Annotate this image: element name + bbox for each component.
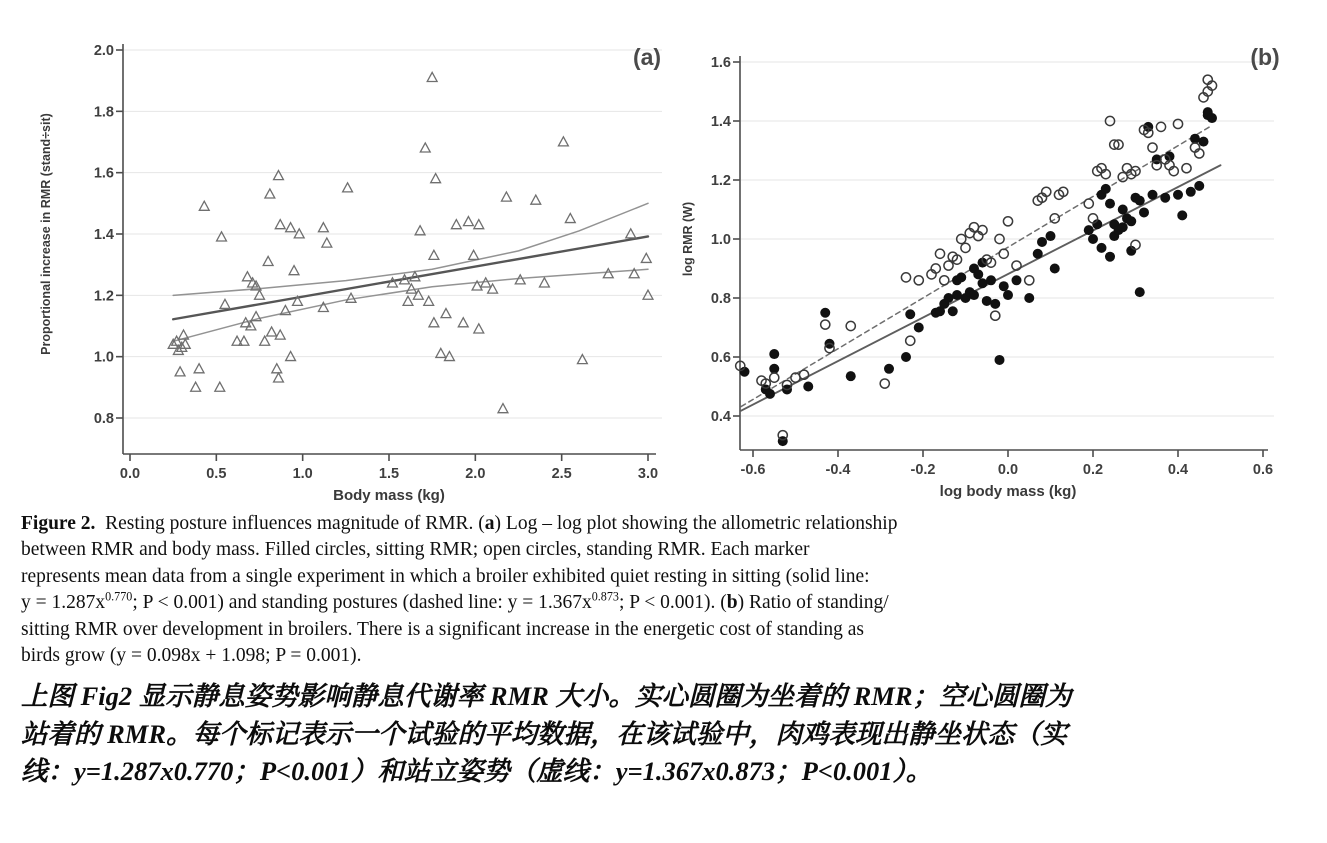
triangle-marker [275,220,285,229]
filled-circle-marker [901,352,911,362]
triangle-marker [603,269,613,278]
triangle-marker [427,72,437,81]
filled-circle-marker [990,299,1000,309]
open-circle-marker [821,320,830,329]
caption-text-segment: y = 1.287x [21,592,106,614]
y-tick-label: 1.2 [710,173,731,189]
triangle-marker [498,404,508,413]
triangle-marker [441,309,451,318]
filled-circle-marker [820,308,830,318]
caption-text-segment: ; P < 0.001) and standing postures (dashed line: y = 1.367x [132,592,592,614]
triangle-marker [289,266,299,275]
filled-circle-marker [1135,196,1145,206]
caption-zh-line-3: 线：y=1.287x0.770；P<0.001）和站立姿势（虚线：y=1.367x0.873；P<0.001）。 [21,756,933,786]
filled-circle-marker [978,278,988,288]
triangle-marker [531,195,541,204]
open-circle-marker [1003,217,1012,226]
filled-circle-marker [1160,193,1170,203]
filled-circle-marker [905,309,915,319]
caption-text-segment: ) Ratio of standing/ [737,592,889,614]
open-circle-marker [1050,214,1059,223]
triangle-marker [286,223,296,232]
triangle-marker [429,250,439,259]
triangle-marker [458,318,468,327]
filled-circle-marker [1084,225,1094,235]
y-tick-label: 1.6 [93,165,114,182]
triangle-marker [415,226,425,235]
caption-text-segment: ) Log – log plot showing the allometric relationship [494,513,898,534]
triangle-marker [286,351,296,360]
filled-circle-marker [914,323,924,333]
filled-circle-marker [1177,210,1187,220]
x-tick-label: 0.0 [997,462,1019,478]
caption-zh-line-2: 站着的 RMR。每个标记表示一个试验的平均数据，在该试验中，肉鸡表现出静坐状态（实 [21,718,1068,749]
triangle-marker [463,217,473,226]
x-tick-label: 1.5 [378,466,400,482]
filled-circle-marker [956,272,966,282]
caption-text-segment: ; P < 0.001). ( [618,592,727,614]
open-circle-marker [1182,164,1191,173]
open-circle-marker [935,249,944,258]
filled-circle-marker [1101,184,1111,194]
open-circle-marker [1025,276,1034,285]
filled-circle-marker [999,281,1009,291]
x-tick-label: -0.6 [740,462,766,478]
figure-caption-chinese [21,678,1321,791]
filled-circle-marker [1037,237,1047,247]
panel-b-scatter-plot [678,18,1327,518]
filled-circle-marker [1105,252,1115,262]
x-axis-title: log body mass (kg) [939,483,1077,500]
filled-circle-marker [973,269,983,279]
filled-circle-marker [1105,199,1115,209]
filled-circle-marker [1118,222,1128,232]
caption-superscript: 0.873 [591,589,619,604]
filled-circle-marker [1199,137,1209,147]
triangle-marker [194,364,204,373]
y-tick-label: 1.0 [93,349,114,366]
open-circle-marker [961,243,970,252]
triangle-marker [239,336,249,345]
triangle-marker [267,327,277,336]
panel-label: (b) [1250,44,1280,70]
filled-circle-marker [1186,187,1196,197]
filled-circle-marker [1135,287,1145,297]
open-circle-marker [880,379,889,388]
triangle-marker [232,336,242,345]
x-tick-label: 3.0 [637,466,659,482]
triangle-marker [451,220,461,229]
filled-circle-marker [1190,134,1200,144]
y-tick-label: 0.8 [710,291,731,307]
caption-text-segment: represents mean data from a single experiment in which a broiler exhibited quiet resting in sitting (solid line: [21,565,870,587]
series-open-triangle [168,72,653,412]
y-tick-label: 1.4 [710,114,731,130]
filled-circle-marker [1207,113,1217,123]
filled-circle-marker [1139,207,1149,217]
triangle-marker [346,293,356,302]
filled-circle-marker [765,389,775,399]
open-circle-marker [1088,214,1097,223]
x-tick-label: 0.4 [1167,462,1189,478]
filled-circle-marker [982,296,992,306]
open-circle-marker [770,373,779,382]
x-tick-label: -0.2 [910,462,936,478]
open-circle-marker [1156,122,1165,131]
panel-label: (a) [632,44,662,70]
y-tick-label: 2.0 [93,43,114,59]
x-tick-label: 0.2 [1082,462,1104,478]
filled-circle-marker [1050,264,1060,274]
open-circle-marker [1084,199,1093,208]
triangle-marker [217,232,227,241]
triangle-marker [294,229,304,238]
filled-circle-marker [944,293,954,303]
filled-circle-marker [1173,190,1183,200]
triangle-marker [263,256,273,265]
filled-circle-marker [969,290,979,300]
y-tick-label: 1.8 [93,104,114,121]
triangle-marker [436,348,446,357]
caption-text-segment: Resting posture influences magnitude of RMR. ( [95,513,485,534]
x-tick-label: 2.5 [551,466,572,482]
open-circle-marker [846,321,855,330]
filled-circle-marker [1012,275,1022,285]
triangle-marker [248,278,258,287]
triangle-marker [191,382,201,391]
x-tick-label: 0.6 [1252,462,1274,478]
triangle-marker [403,296,413,305]
open-circle-marker [1131,240,1140,249]
triangle-marker [265,189,275,198]
y-tick-label: 1.6 [710,55,731,71]
x-tick-label: 2.0 [465,466,486,482]
filled-circle-marker [995,355,1005,365]
y-axis-title: Proportional increase in RMR (stand÷sit) [39,113,53,355]
x-tick-label: 1.0 [292,466,313,482]
panel-a-scatter-plot [30,18,678,518]
y-tick-label: 1.2 [93,288,114,305]
triangle-marker [215,382,225,391]
filled-circle-marker [1024,293,1034,303]
filled-circle-marker [769,349,779,359]
triangle-marker [275,330,285,339]
filled-circle-marker [1003,290,1013,300]
triangle-marker [322,238,332,247]
triangle-marker [474,324,484,333]
x-axis-title: Body mass (kg) [333,487,445,504]
triangle-marker [272,364,282,373]
filled-circle-marker [952,290,962,300]
caption-bold-segment: b [726,592,738,614]
filled-circle-marker [986,275,996,285]
triangle-marker [274,373,284,382]
caption-superscript: 0.770 [105,589,133,604]
triangle-marker [431,174,441,183]
triangle-marker [558,137,568,146]
filled-circle-marker [769,364,779,374]
caption-text-segment: birds grow (y = 0.098x + 1.098; P = 0.001). [21,645,362,667]
triangle-marker [407,284,417,293]
filled-circle-marker [803,382,813,392]
filled-circle-marker [1126,216,1136,226]
triangle-marker [274,171,284,180]
y-tick-label: 0.4 [710,409,731,425]
triangle-marker [641,253,651,262]
open-circle-marker [906,336,915,345]
triangle-marker [343,183,353,192]
caption-zh-line-1: 上图 Fig2 显示静息姿势影响静息代谢率 RMR 大小。实心圆圈为坐着的 RMR；空心圆圈为 [21,681,1072,711]
triangle-marker [577,355,587,364]
series-filled-circle [740,107,1218,446]
filled-circle-marker [1088,234,1098,244]
open-circle-marker [1148,143,1157,152]
y-axis-title: log RMR (W) [681,201,695,277]
open-circle-marker [914,276,923,285]
filled-circle-marker [1097,243,1107,253]
triangle-marker [626,229,636,238]
filled-circle-marker [1046,231,1056,241]
triangle-marker [255,290,265,299]
triangle-marker [565,213,575,222]
triangle-marker [424,296,434,305]
open-circle-marker [944,261,953,270]
triangle-marker [199,201,209,210]
figure-caption-english [21,511,1319,669]
y-tick-label: 0.8 [93,411,114,427]
triangle-marker [175,367,185,376]
triangle-marker [318,223,328,232]
triangle-marker [180,339,190,348]
triangle-marker [260,336,270,345]
y-tick-label: 0.6 [710,350,731,366]
triangle-marker [469,250,479,259]
caption-bold-segment: a [484,513,495,534]
open-circle-marker [999,249,1008,258]
caption-text-segment: sitting RMR over development in broilers. There is a significant increase in the energetic cost of standing as [21,618,864,640]
filled-circle-marker [1148,190,1158,200]
caption-text-segment: between RMR and body mass. Filled circles, sitting RMR; open circles, standing RMR. Each marker [21,539,810,561]
triangle-marker [220,299,230,308]
triangle-marker [539,278,549,287]
triangle-marker [474,220,484,229]
triangle-marker [242,272,252,281]
filled-circle-marker [948,306,958,316]
triangle-marker [643,290,653,299]
triangle-marker [501,192,511,201]
filled-circle-marker [1194,181,1204,191]
triangle-marker [420,143,430,152]
filled-circle-marker [1033,249,1043,259]
x-tick-label: 0.5 [206,466,227,482]
y-tick-label: 1.0 [710,232,731,248]
x-tick-label: 0.0 [119,466,141,482]
filled-circle-marker [884,364,894,374]
open-circle-marker [991,311,1000,320]
filled-circle-marker [1118,205,1128,215]
caption-bold-segment: Figure 2. [21,513,96,534]
triangle-marker [429,318,439,327]
triangle-marker [444,351,454,360]
filled-circle-marker [846,371,856,381]
y-tick-label: 1.4 [93,227,114,243]
open-circle-marker [901,273,910,282]
fit-line [741,165,1220,410]
open-circle-marker [940,276,949,285]
x-tick-label: -0.4 [825,462,851,478]
